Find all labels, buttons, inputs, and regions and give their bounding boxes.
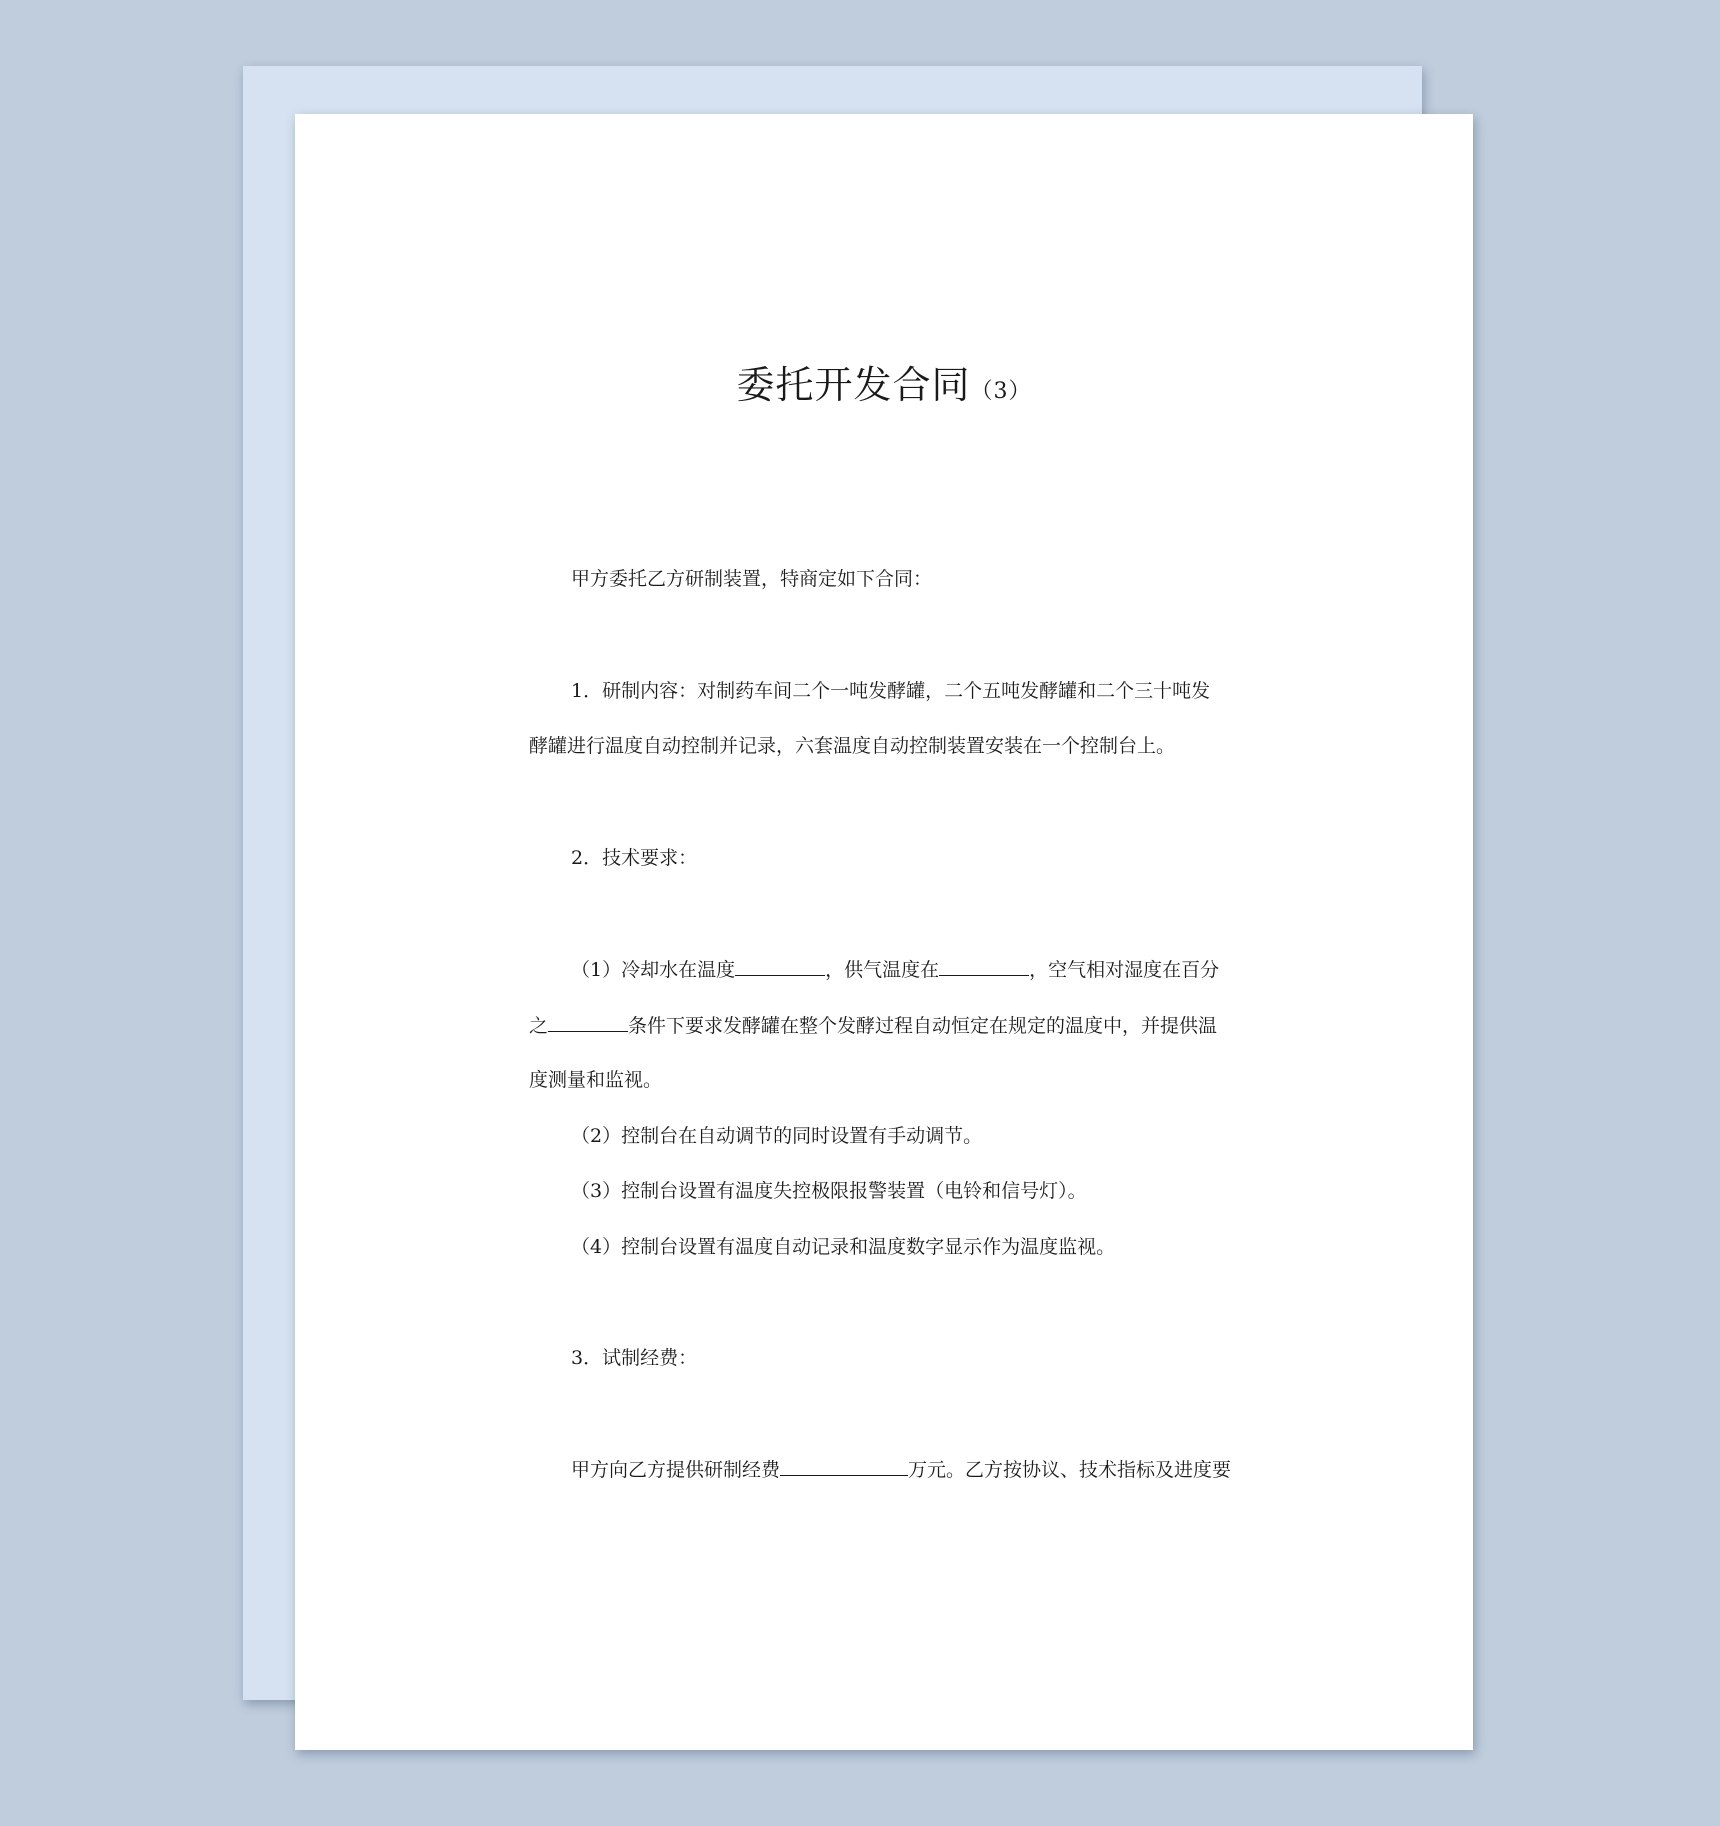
requirement-1-line-3: 度测量和监视。: [529, 1069, 663, 1091]
humidity-blank: [548, 1011, 628, 1032]
fee-text-a: 甲方向乙方提供研制经费: [571, 1459, 781, 1481]
section-2-heading: 2．技术要求：: [571, 847, 698, 869]
section-1-line-1: 1．研制内容：对制药车间二个一吨发酵罐，二个五吨发酵罐和二个三十吨发: [571, 680, 1211, 702]
cooling-water-temperature-blank: [735, 955, 825, 976]
air-supply-temperature-blank: [939, 955, 1029, 976]
requirement-2: （2）控制台在自动调节的同时设置有手动调节。: [571, 1125, 983, 1147]
title-text: 委托开发合同: [736, 363, 971, 407]
requirement-1-text-b: ，供气温度在: [825, 959, 940, 981]
title-suffix: （3）: [970, 379, 1032, 404]
requirement-1-text-d: 之: [529, 1015, 549, 1037]
fee-paragraph: [529, 1455, 1239, 1484]
requirement-3: （3）控制台设置有温度失控极限报警装置（电铃和信号灯）。: [571, 1180, 1087, 1202]
requirement-4: （4）控制台设置有温度自动记录和温度数字显示作为温度监视。: [571, 1236, 1116, 1258]
fee-amount-blank: [780, 1455, 908, 1476]
requirement-1-text-a: （1）冷却水在温度: [571, 959, 736, 981]
requirement-1-text-c: ，空气相对湿度在百分: [1029, 959, 1220, 981]
intro-paragraph: 甲方委托乙方研制装置，特商定如下合同：: [571, 568, 933, 590]
section-3-heading: 3．试制经费：: [571, 1347, 698, 1369]
requirement-1-text-e: 条件下要求发酵罐在整个发酵过程自动恒定在规定的温度中，并提供温: [628, 1015, 1218, 1037]
requirement-1-line-2: [529, 1011, 1239, 1040]
document-title: [529, 354, 1239, 409]
section-1-line-2: 酵罐进行温度自动控制并记录，六套温度自动控制装置安装在一个控制台上。: [529, 735, 1176, 757]
document-page: [295, 114, 1473, 1750]
fee-text-b: 万元。乙方按协议、技术指标及进度要: [908, 1459, 1232, 1481]
requirement-1-line-1: [529, 955, 1239, 984]
